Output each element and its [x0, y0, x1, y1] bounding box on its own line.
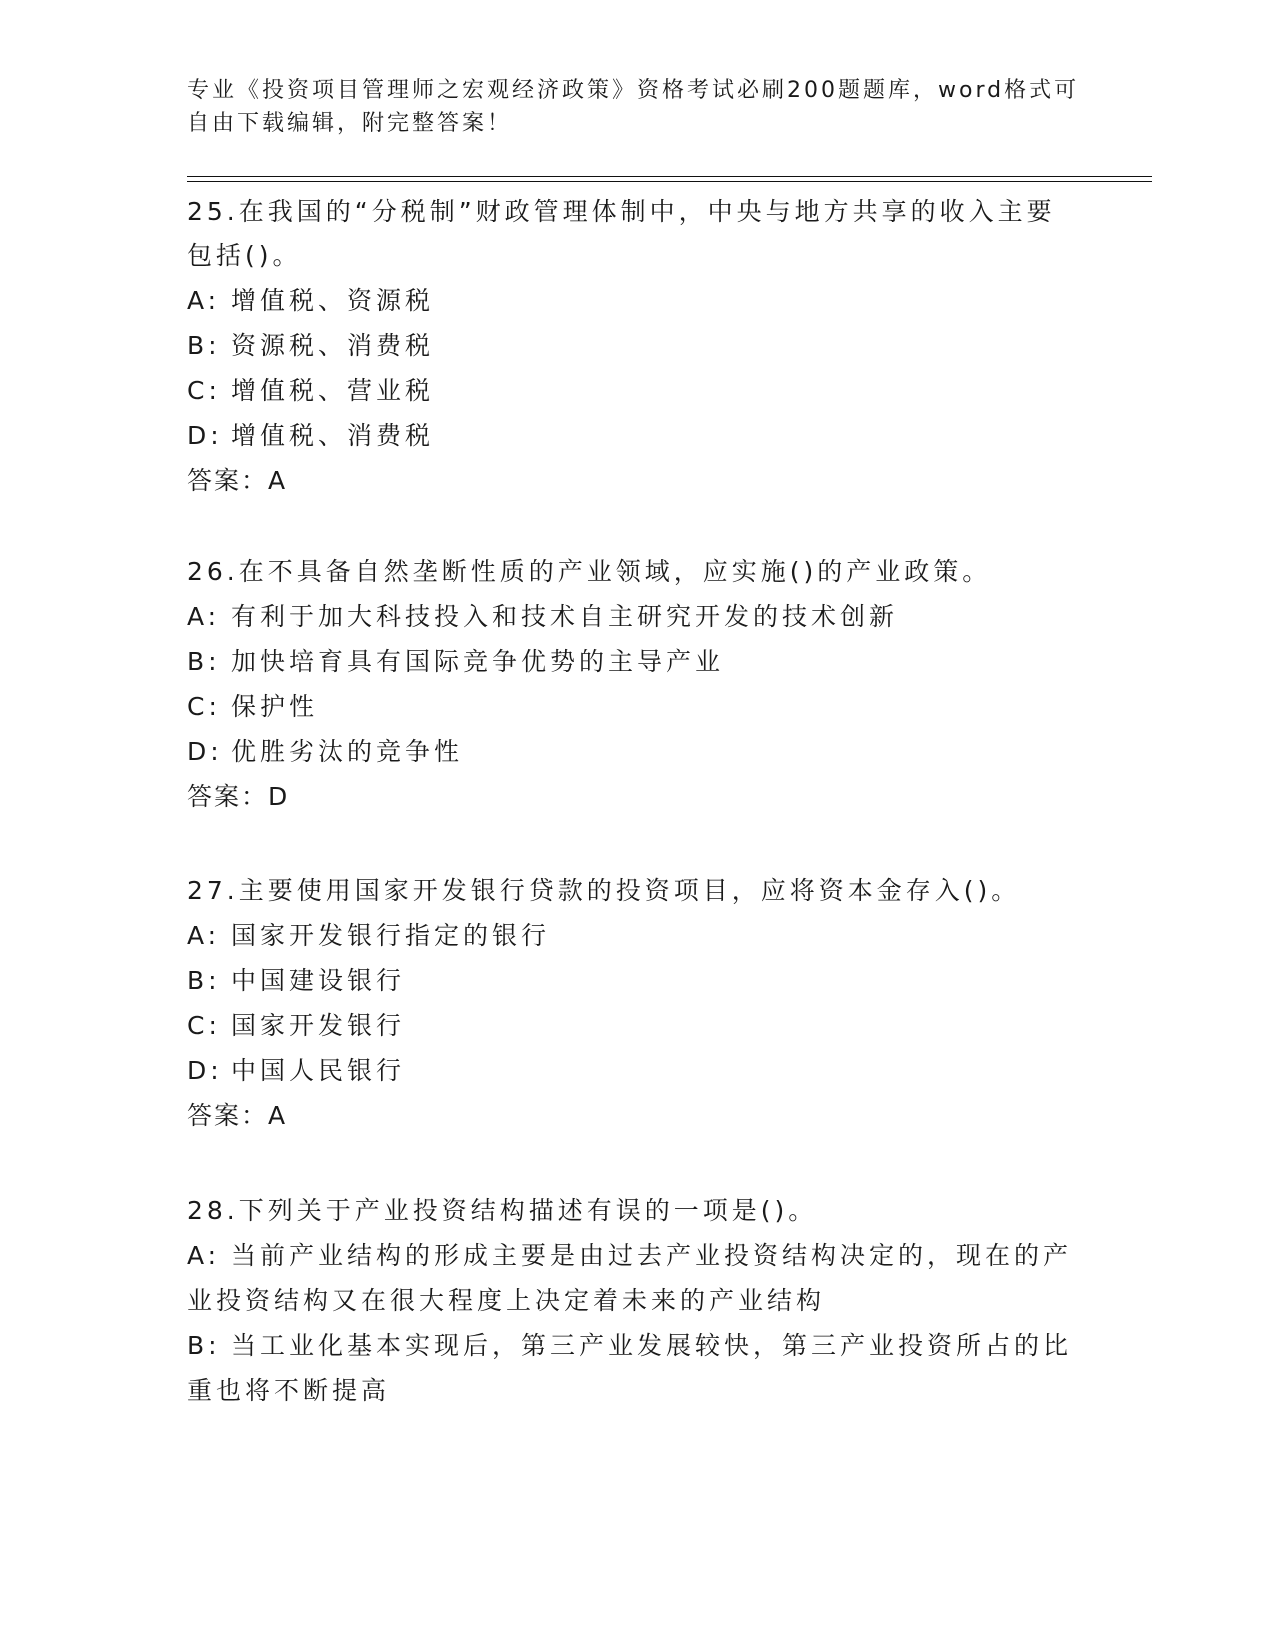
option-c: [187, 1003, 1087, 1048]
option-c: [187, 684, 1087, 729]
option-b: [187, 639, 1087, 684]
answer-line: 答案：A: [187, 1101, 288, 1130]
option-text: 有利于加大科技投入和技术自主研究开发的技术创新: [231, 602, 899, 631]
option-a: [187, 1233, 1087, 1278]
option-text: 业投资结构又在很大程度上决定着未来的产业结构: [187, 1286, 826, 1315]
question-27: [187, 869, 1087, 1138]
header-title-line-2: 自由下载编辑，附完整答案！: [187, 111, 513, 136]
option-letter: C:: [187, 692, 221, 721]
header-divider-top: [187, 176, 1152, 177]
option-text: 重也将不断提高: [187, 1376, 391, 1405]
option-letter: C:: [187, 376, 221, 405]
option-b: [187, 323, 1087, 368]
option-b: [187, 1323, 1087, 1368]
document-header: [187, 74, 1080, 140]
answer-line: 答案：D: [187, 782, 290, 811]
option-text: 优胜劣汰的竞争性: [231, 737, 464, 766]
option-text: 增值税、消费税: [231, 421, 435, 450]
option-text: 增值税、资源税: [231, 286, 435, 315]
option-text: 当前产业结构的形成主要是由过去产业投资结构决定的，现在的产: [231, 1241, 1073, 1270]
option-letter: B:: [187, 966, 221, 995]
option-letter: D:: [187, 1056, 223, 1085]
option-letter: B:: [187, 331, 221, 360]
option-text: 加快培育具有国际竞争优势的主导产业: [231, 647, 725, 676]
header-title-line-1: 专业《投资项目管理师之宏观经济政策》资格考试必刷200题题库，word格式可: [187, 78, 1080, 103]
option-text: 资源税、消费税: [231, 331, 435, 360]
option-d: [187, 413, 1087, 458]
option-text: 中国人民银行: [231, 1056, 406, 1085]
question-26: [187, 550, 1087, 819]
option-text: 当工业化基本实现后，第三产业发展较快，第三产业投资所占的比: [231, 1331, 1073, 1360]
option-c: [187, 368, 1087, 413]
answer-line: 答案：A: [187, 466, 288, 495]
option-a: [187, 913, 1087, 958]
option-text: 中国建设银行: [231, 966, 406, 995]
option-b: [187, 958, 1087, 1003]
option-letter: A:: [187, 286, 221, 315]
option-d: [187, 1048, 1087, 1093]
option-text: 保护性: [231, 692, 319, 721]
option-letter: B:: [187, 647, 221, 676]
option-text: 国家开发银行指定的银行: [231, 921, 551, 950]
question-25: [187, 190, 1087, 503]
question-stem-line: 包括()。: [187, 241, 302, 270]
option-letter: B:: [187, 1331, 221, 1360]
option-letter: C:: [187, 1011, 221, 1040]
question-stem-line: 26.在不具备自然垄断性质的产业领域，应实施()的产业政策。: [187, 557, 992, 586]
header-divider-bottom: [187, 181, 1152, 182]
option-letter: A:: [187, 1241, 221, 1270]
option-letter: D:: [187, 421, 223, 450]
question-stem-line: 25.在我国的“分税制”财政管理体制中，中央与地方共享的收入主要: [187, 197, 1056, 226]
option-d: [187, 729, 1087, 774]
option-text: 增值税、营业税: [231, 376, 435, 405]
option-a: [187, 594, 1087, 639]
question-stem-line: 28.下列关于产业投资结构描述有误的一项是()。: [187, 1196, 818, 1225]
question-28: [187, 1189, 1087, 1413]
question-stem-line: 27.主要使用国家开发银行贷款的投资项目，应将资本金存入()。: [187, 876, 1021, 905]
option-text: 国家开发银行: [231, 1011, 406, 1040]
option-letter: A:: [187, 602, 221, 631]
option-letter: D:: [187, 737, 223, 766]
option-a-continued: [187, 1278, 1087, 1323]
option-b-continued: [187, 1368, 1087, 1413]
option-letter: A:: [187, 921, 221, 950]
option-a: [187, 278, 1087, 323]
